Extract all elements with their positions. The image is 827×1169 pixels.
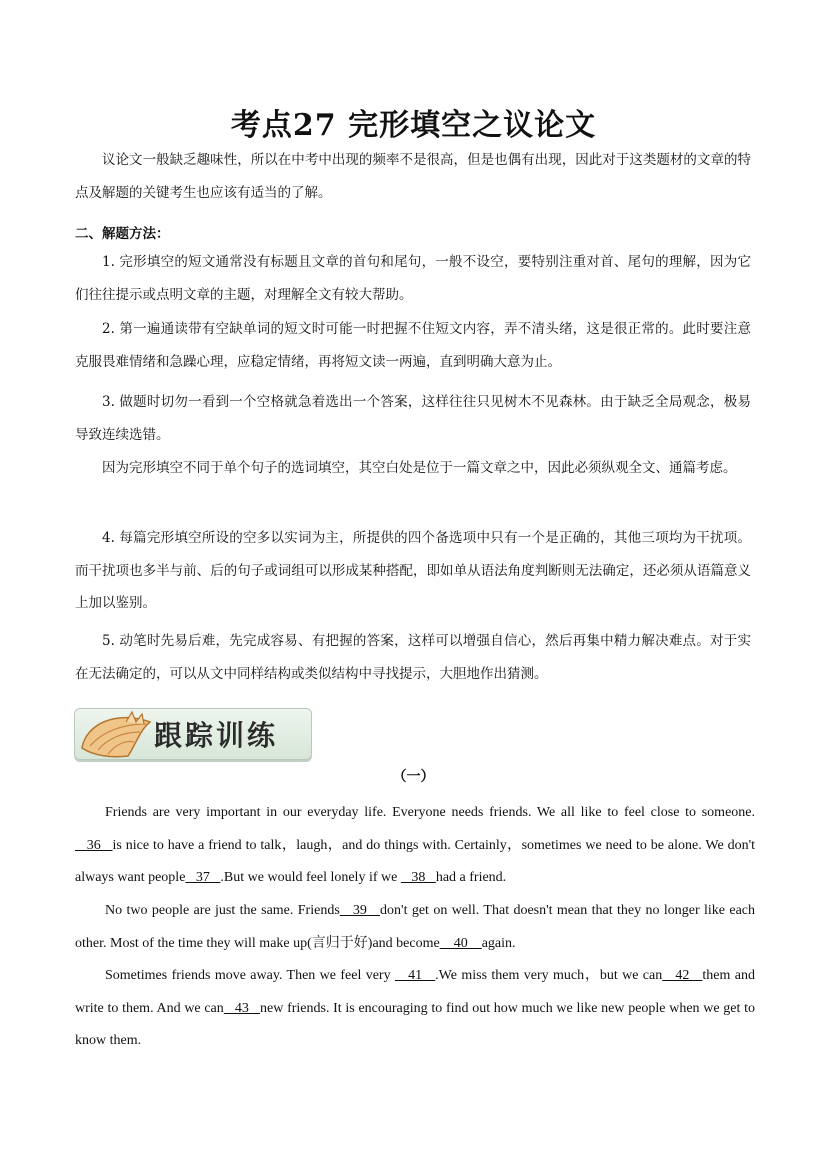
method-paragraph-4: 4. 每篇完形填空所设的空多以实词为主，所提供的四个备选项中只有一个是正确的，其他三项均为干扰项。而干扰项也多半与前、后的句子或词组可以形成某种搭配，即如单从语法角度判断则无法确定，还必须从语篇意义上加以鉴别。 (75, 530, 751, 611)
passage-text: them and write to them. And we can (75, 968, 755, 1016)
banner-label: 跟踪训练 (154, 719, 279, 752)
passage-text: No two people are just the same. Friends (105, 903, 340, 918)
blank-41: 41 (394, 968, 436, 983)
blank-42: 42 (662, 968, 703, 983)
passage-paragraph-3 (75, 960, 755, 1058)
intro-paragraph: 议论文一般缺乏趣味性，所以在中考中出现的频率不是很高，但是也偶有出现，因此对于这类题材的文章的特点及解题的关键考生也应该有适当的了解。 (75, 152, 751, 201)
passage-text: had a friend. (435, 870, 507, 885)
blank-43: 43 (223, 1000, 261, 1016)
passage-text: don't get on well. That doesn't mean that they no longer like each other. Most of the time they will make up(言归于好)and become (75, 903, 755, 951)
method-paragraph-note: 因为完形填空不同于单个句子的选词填空，其空白处是位于一篇文章之中，因此必须纵观全文、通篇考虑。 (102, 460, 737, 476)
passage-text: new friends. It is encouraging to find out how much we like new people when we get to know them. (75, 1000, 755, 1048)
passage-paragraph-1 (75, 797, 755, 895)
practice-banner (74, 704, 312, 760)
method-paragraph-2: 2. 第一遍通读带有空缺单词的短文时可能一时把握不住短文内容，弄不清头绪，这是很正常的。此时要注意克服畏难情绪和急躁心理，应稳定情绪，再将短文读一两遍，直到明确大意为止。 (75, 321, 751, 370)
page-title: 考点27 完形填空之议论文 (230, 108, 597, 143)
passage-number: （一） (392, 769, 435, 785)
method-paragraph-5: 5. 动笔时先易后难，先完成容易、有把握的答案，这样可以增强自信心，然后再集中精力解决难点。对于实在无法确定的，可以从文中同样结构或类似结构中寻找提示，大胆地作出猜测。 (75, 633, 751, 682)
seashell-icon (76, 704, 156, 762)
method-paragraph-3: 3. 做题时切勿一看到一个空格就急着选出一个答案，这样往往只见树木不见森林。由于缺乏全局观念，极易导致连续选错。 (75, 394, 751, 443)
blank-39: 39 (339, 903, 381, 918)
passage-text: .We miss them very much，but we can (435, 968, 663, 983)
section-heading: 二、解题方法： (75, 226, 170, 242)
passage-text: is nice to have a friend to talk，laugh，and do things with. Certainly，sometimes we need to be alone. We don't always want people (75, 837, 755, 885)
blank-36: 36 (75, 837, 113, 853)
method-paragraph-1: 1. 完形填空的短文通常没有标题且文章的首句和尾句，一般不设空，要特别注重对首、尾句的理解，因为它们往往提示或点明文章的主题，对理解全文有较大帮助。 (75, 254, 751, 303)
passage-paragraph-2 (75, 895, 755, 960)
passage-text: .But we would feel lonely if we (220, 870, 401, 885)
blank-37: 37 (185, 870, 221, 885)
passage-text: Friends are very important in our everyday life. Everyone needs friends. We all like to feel close to someone. (105, 805, 755, 820)
passage-text: Sometimes friends move away. Then we feel very (105, 968, 395, 983)
blank-40: 40 (439, 935, 482, 951)
passage-text: again. (481, 935, 516, 951)
blank-38: 38 (400, 870, 436, 885)
